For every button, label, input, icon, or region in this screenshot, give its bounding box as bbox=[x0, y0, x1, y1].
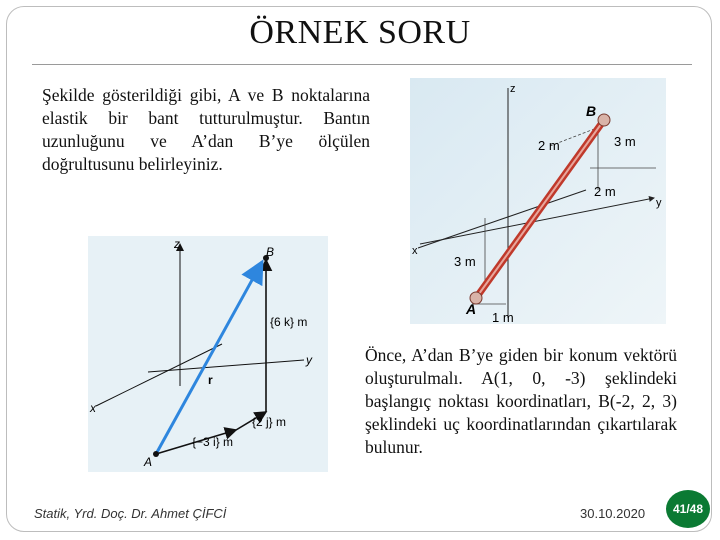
footer-date: 30.10.2020 bbox=[580, 506, 646, 521]
answer-text: Önce, A’dan B’ye giden bir konum vektörü oluşturulmalı. A(1, 0, -3) şeklindeki başlangıç noktası koordinatları, B(-2, 2, 3) şeklindeki uç koordinatlarından çıkartılarak bulunur. bbox=[365, 345, 677, 457]
figure1-y-label: y bbox=[656, 197, 662, 209]
figure1-x-label: x bbox=[412, 245, 418, 257]
figure1-point-b: B bbox=[586, 103, 597, 119]
figure1-dim-2m-right: 2 m bbox=[594, 184, 616, 199]
figure-3d-band bbox=[410, 78, 666, 324]
figure1-point-a: A bbox=[466, 301, 477, 317]
figure1-dim-3m-top: 3 m bbox=[614, 134, 636, 149]
point-b-marker bbox=[598, 114, 610, 126]
figure2-point-a: A bbox=[144, 455, 153, 469]
figure1-z-label: z bbox=[510, 83, 516, 95]
figure2-z-label: z bbox=[174, 237, 180, 251]
title-divider bbox=[32, 64, 692, 65]
page-number-badge: 41/48 bbox=[666, 490, 710, 528]
question-text: Şekilde gösterildiği gibi, A ve B noktalarına elastik bir bant tutturulmuştur. Bantın uzunluğunu ve A’dan B’ye ölçülen doğrultusunu belirleyiniz. bbox=[42, 85, 370, 174]
figure1-dim-2m-left: 2 m bbox=[538, 138, 560, 153]
figure2-k-label: {6 k} m bbox=[270, 315, 308, 329]
figure2-j-label: {2 j} m bbox=[252, 415, 287, 429]
figure2-y-label: y bbox=[306, 353, 312, 367]
figure2-vector-r-label: r bbox=[208, 373, 213, 387]
slide-title: ÖRNEK SORU bbox=[249, 14, 471, 51]
figure2-point-a-dot bbox=[153, 451, 159, 457]
figure2-x-label: x bbox=[90, 401, 96, 415]
figure2-point-b: B bbox=[266, 245, 275, 259]
footer-author: Statik, Yrd. Doç. Dr. Ahmet ÇİFCİ bbox=[34, 506, 227, 521]
figure1-background bbox=[410, 78, 666, 324]
figure-vector-components bbox=[88, 236, 328, 472]
figure1-dim-1m: 1 m bbox=[492, 310, 514, 324]
figure1-dim-3m-bottom: 3 m bbox=[454, 254, 476, 269]
figure2-i-label: {−3 i} m bbox=[192, 435, 234, 449]
